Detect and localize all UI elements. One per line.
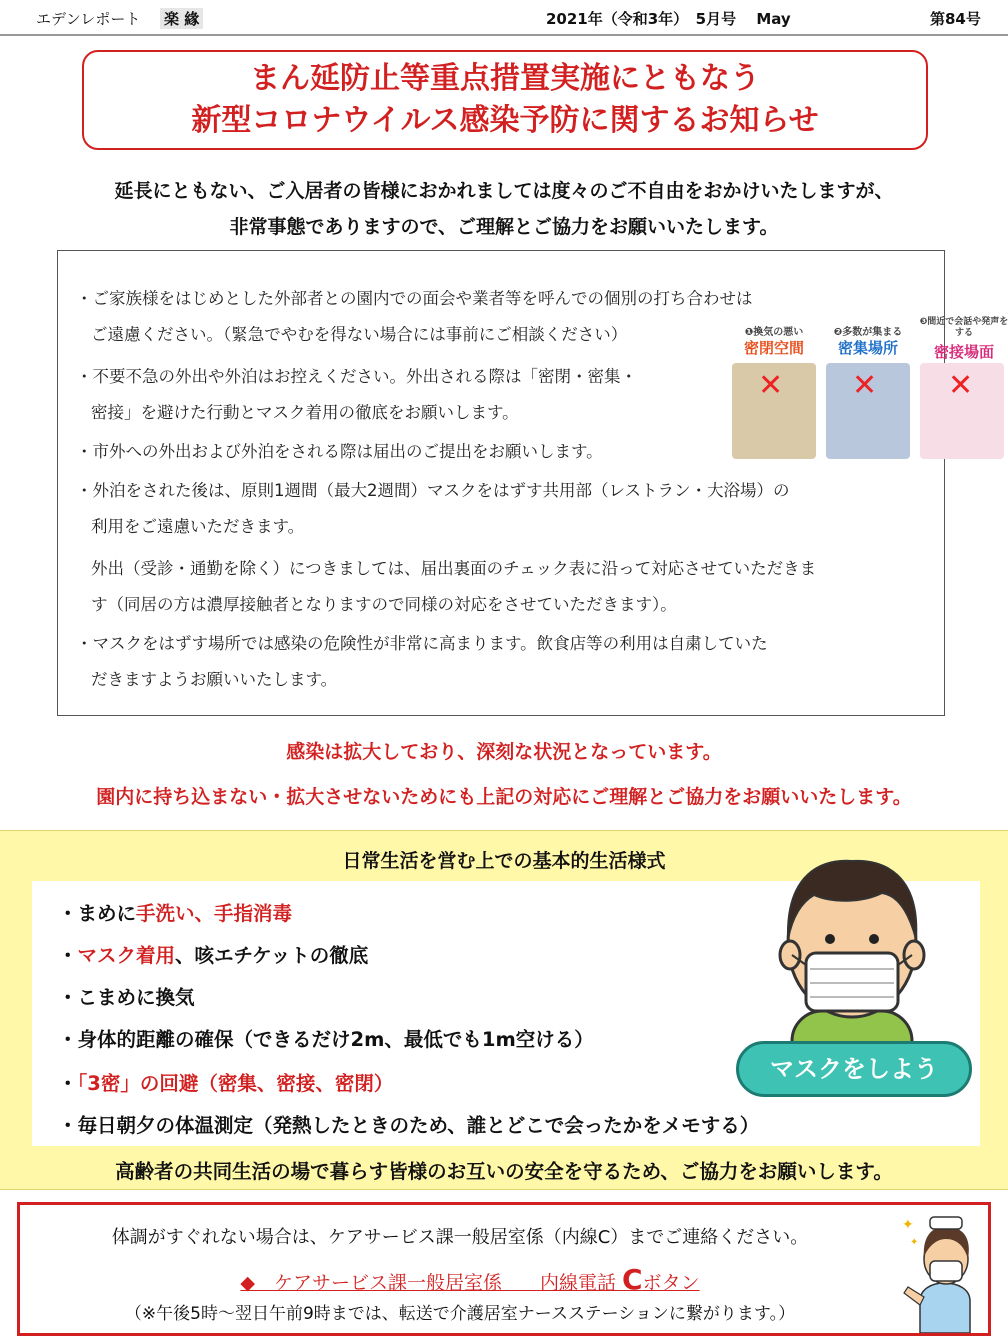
page-header bbox=[0, 0, 1008, 36]
notice-line: ・マスクをはずす場所では感染の危険性が非常に高まります。飲食店等の利用は自粛していた bbox=[76, 634, 768, 653]
panel-caption: ❶換気の悪い bbox=[744, 327, 804, 338]
contact-extension: ◆ ケアサービス課一般居室係 内線電話 Cボタン bbox=[240, 1263, 700, 1296]
title-line-2: 新型コロナウイルス感染予防に関するお知らせ bbox=[191, 103, 819, 138]
warning-line-1: 感染は拡大しており、深刻な状況となっています。 bbox=[286, 741, 722, 763]
panel-label: 密閉空間 bbox=[743, 339, 804, 357]
close-contact-panel bbox=[918, 315, 1008, 463]
closed-space-panel bbox=[730, 315, 818, 463]
page-title bbox=[82, 50, 928, 150]
cross-icon: ✕ bbox=[948, 368, 974, 403]
notice-line: ・ご家族様をはじめとした外部者との園内での面会や業者等を呼んでの個別の打ち合わせは bbox=[76, 289, 753, 308]
notice-line: す（同居の方は濃厚接触者となりますので同様の対応をさせていただきます）。 bbox=[91, 595, 677, 614]
lifestyle-item: ・毎日朝夕の体温測定（発熱したときのため、誰とどこで会ったかをメモする） bbox=[58, 1114, 760, 1137]
three-c-illustration bbox=[730, 315, 1008, 463]
issue-date: 2021年（令和3年） 5月号 May bbox=[546, 10, 791, 28]
lifestyle-item: ・「3密」の回避（密集、密接、密閉） bbox=[58, 1072, 394, 1095]
notice-line: ・外泊をされた後は、原則1週間（最大2週間）マスクをはずす共用部（レストラン・大浴場）の bbox=[76, 481, 790, 500]
contact-box bbox=[17, 1202, 991, 1336]
notice-line: ・市外への外出および外泊をされる際は届出のご提出をお願いします。 bbox=[76, 442, 603, 461]
intro-line-2: 非常事態でありますので、ご理解とご協力をお願いいたします。 bbox=[229, 216, 779, 238]
svg-text:✦: ✦ bbox=[910, 1237, 919, 1248]
lifestyle-footer: 高齢者の共同生活の場で暮らす皆様のお互いの安全を守るため、ご協力をお願いします。 bbox=[115, 1160, 893, 1183]
lifestyle-section bbox=[0, 830, 1008, 1190]
org-name: エデンレポート bbox=[36, 10, 141, 28]
lifestyle-item: ・まめに手洗い、手指消毒 bbox=[58, 902, 293, 925]
notice-line: ・不要不急の外出や外泊はお控えください。外出される際は「密閉・密集・ bbox=[76, 367, 637, 386]
notice-line: 密接」を避けた行動とマスク着用の徹底をお願いします。 bbox=[91, 403, 519, 422]
notice-box bbox=[57, 250, 1008, 716]
lifestyle-item: ・身体的距離の確保（できるだけ2m、最低でも1m空ける） bbox=[58, 1028, 594, 1051]
lifestyle-item: ・マスク着用、咳エチケットの徹底 bbox=[58, 944, 369, 967]
contact-instruction: 体調がすぐれない場合は、ケアサービス課一般居室係（内線C）までご連絡ください。 bbox=[111, 1227, 809, 1248]
notice-line: 利用をご遠慮いただきます。 bbox=[91, 517, 305, 536]
panel-label: 密接場面 bbox=[933, 343, 994, 361]
newsletter-logo: 楽 緣 bbox=[160, 8, 203, 29]
contact-after-hours-note: （※午後5時～翌日午前9時までは、転送で介護居室ナースステーションに繋がります。） bbox=[124, 1304, 796, 1324]
cross-icon: ✕ bbox=[758, 368, 784, 403]
warning-line-2: 園内に持ち込まない・拡大させないためにも上記の対応にご理解とご協力をお願いいたします。 bbox=[96, 786, 912, 808]
crowded-place-panel bbox=[824, 315, 912, 463]
nurse-illustration bbox=[900, 1209, 988, 1333]
panel-caption: ❸間近で会話や発声をする bbox=[919, 317, 1008, 338]
notice-line: だきますようお願いいたします。 bbox=[91, 670, 338, 689]
lifestyle-item: ・こまめに換気 bbox=[58, 986, 195, 1009]
issue-number: 第84号 bbox=[930, 10, 981, 28]
lifestyle-title: 日常生活を営む上での基本的生活様式 bbox=[342, 850, 666, 872]
notice-line: ご遠慮ください。（緊急でやむを得ない場合には事前にご相談ください） bbox=[91, 325, 628, 344]
panel-caption: ❷多数が集まる bbox=[833, 327, 903, 338]
mask-slogan-banner: マスクをしよう bbox=[736, 1041, 972, 1097]
panel-label: 密集場所 bbox=[837, 339, 898, 357]
svg-text:✦: ✦ bbox=[902, 1217, 914, 1233]
cross-icon: ✕ bbox=[852, 368, 878, 403]
title-line-1: まん延防止等重点措置実施にともなう bbox=[250, 61, 760, 96]
intro-line-1: 延長にともない、ご入居者の皆様におかれましては度々のご不自由をおかけいたしますが、 bbox=[114, 180, 894, 202]
notice-line: 外出（受診・通勤を除く）につきましては、届出裏面のチェック表に沿って対応させていただきま bbox=[91, 559, 817, 578]
